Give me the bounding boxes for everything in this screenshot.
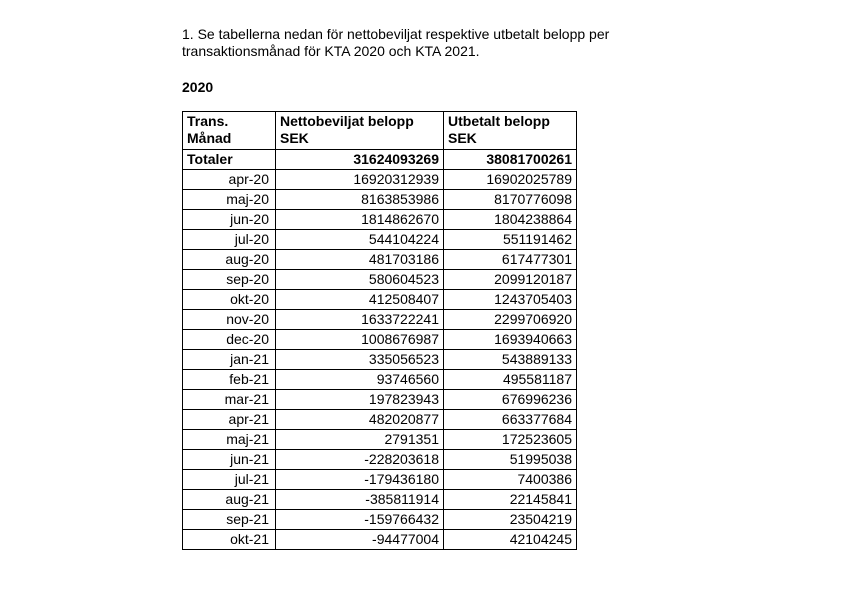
table-row <box>183 210 577 230</box>
table-row <box>183 510 577 530</box>
totals-row <box>183 150 577 170</box>
table-row <box>183 390 577 410</box>
month-cell: okt-20 <box>183 290 276 310</box>
intro-paragraph: 1. Se tabellerna nedan för nettobeviljat respektive utbetalt belopp per transaktionsmånad för KTA 2020 och KTA 2021. <box>182 26 610 59</box>
month-cell: apr-21 <box>183 410 276 430</box>
paid-cell: 663377684 <box>444 410 577 430</box>
table-row <box>183 270 577 290</box>
paid-cell: 676996236 <box>444 390 577 410</box>
net-cell: -179436180 <box>276 470 444 490</box>
month-cell: dec-20 <box>183 330 276 350</box>
net-cell: 482020877 <box>276 410 444 430</box>
net-cell: -228203618 <box>276 450 444 470</box>
table-row <box>183 250 577 270</box>
totals-paid: 38081700261 <box>444 150 577 170</box>
net-cell: 1008676987 <box>276 330 444 350</box>
table-row <box>183 170 577 190</box>
net-cell: 481703186 <box>276 250 444 270</box>
paid-cell: 23504219 <box>444 510 577 530</box>
amounts-table <box>182 111 577 550</box>
month-cell: sep-21 <box>183 510 276 530</box>
net-cell: 335056523 <box>276 350 444 370</box>
month-cell: feb-21 <box>183 370 276 390</box>
paid-cell: 7400386 <box>444 470 577 490</box>
month-cell: maj-21 <box>183 430 276 450</box>
paid-cell: 2099120187 <box>444 270 577 290</box>
table-row <box>183 430 577 450</box>
month-cell: maj-20 <box>183 190 276 210</box>
net-cell: 2791351 <box>276 430 444 450</box>
table-row <box>183 370 577 390</box>
month-cell: jan-21 <box>183 350 276 370</box>
table-row <box>183 230 577 250</box>
net-cell: -159766432 <box>276 510 444 530</box>
net-cell: 8163853986 <box>276 190 444 210</box>
month-cell: jun-20 <box>183 210 276 230</box>
paid-cell: 42104245 <box>444 530 577 550</box>
month-cell: aug-20 <box>183 250 276 270</box>
header-paid-out: Utbetalt belopp SEK <box>444 112 577 150</box>
table-row <box>183 190 577 210</box>
month-cell: nov-20 <box>183 310 276 330</box>
paid-cell: 495581187 <box>444 370 577 390</box>
header-trans-month: Trans. Månad <box>183 112 276 150</box>
paid-cell: 1804238864 <box>444 210 577 230</box>
header-net-granted: Nettobeviljat belopp SEK <box>276 112 444 150</box>
month-cell: apr-20 <box>183 170 276 190</box>
net-cell: -94477004 <box>276 530 444 550</box>
table-header-row <box>183 112 577 150</box>
net-cell: 1814862670 <box>276 210 444 230</box>
month-cell: sep-20 <box>183 270 276 290</box>
month-cell: jul-21 <box>183 470 276 490</box>
paid-cell: 16902025789 <box>444 170 577 190</box>
paid-cell: 1243705403 <box>444 290 577 310</box>
section-heading-year: 2020 <box>182 79 214 95</box>
net-cell: 544104224 <box>276 230 444 250</box>
table-row <box>183 530 577 550</box>
table-row <box>183 450 577 470</box>
month-cell: okt-21 <box>183 530 276 550</box>
month-cell: jun-21 <box>183 450 276 470</box>
paid-cell: 2299706920 <box>444 310 577 330</box>
paid-cell: 1693940663 <box>444 330 577 350</box>
net-cell: 16920312939 <box>276 170 444 190</box>
paid-cell: 543889133 <box>444 350 577 370</box>
totals-label: Totaler <box>183 150 276 170</box>
net-cell: 197823943 <box>276 390 444 410</box>
net-cell: 412508407 <box>276 290 444 310</box>
net-cell: 1633722241 <box>276 310 444 330</box>
totals-net: 31624093269 <box>276 150 444 170</box>
paid-cell: 8170776098 <box>444 190 577 210</box>
table-row <box>183 290 577 310</box>
paid-cell: 617477301 <box>444 250 577 270</box>
table-row <box>183 490 577 510</box>
net-cell: 93746560 <box>276 370 444 390</box>
net-cell: -385811914 <box>276 490 444 510</box>
table-row <box>183 330 577 350</box>
table-row <box>183 350 577 370</box>
table-row <box>183 310 577 330</box>
paid-cell: 22145841 <box>444 490 577 510</box>
paid-cell: 51995038 <box>444 450 577 470</box>
table-row <box>183 470 577 490</box>
table-row <box>183 410 577 430</box>
paid-cell: 551191462 <box>444 230 577 250</box>
month-cell: aug-21 <box>183 490 276 510</box>
paid-cell: 172523605 <box>444 430 577 450</box>
net-cell: 580604523 <box>276 270 444 290</box>
month-cell: mar-21 <box>183 390 276 410</box>
month-cell: jul-20 <box>183 230 276 250</box>
